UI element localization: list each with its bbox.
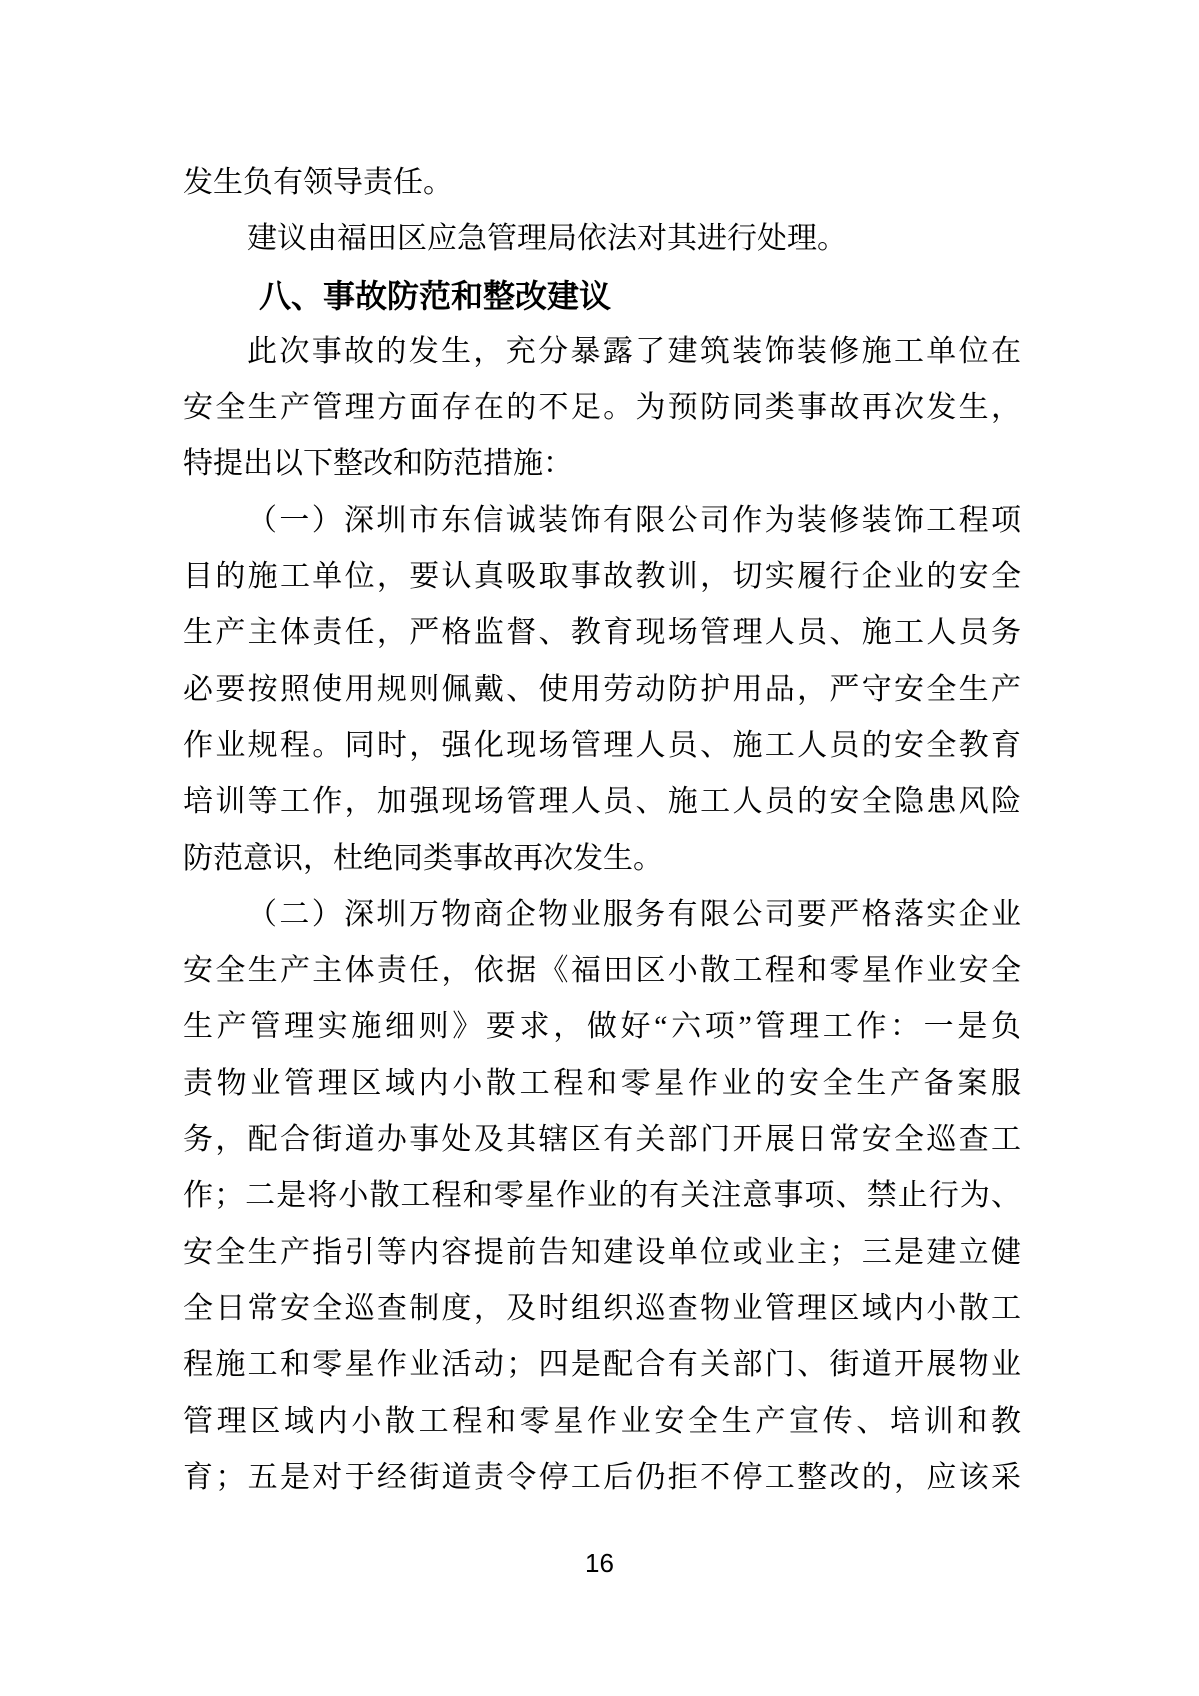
body-text-line: 安全生产主体责任，依据《福田区小散工程和零星作业安全	[183, 954, 1021, 988]
body-text-line: 此次事故的发生，充分暴露了建筑装饰装修施工单位在	[247, 334, 1021, 368]
body-text-line: 防范意识，杜绝同类事故再次发生。	[183, 841, 663, 875]
body-text-line: 建议由福田区应急管理局依法对其进行处理。	[247, 222, 847, 256]
section-heading: 八、事故防范和整改建议	[259, 277, 612, 314]
body-text-line: 生产主体责任，严格监督、教育现场管理人员、施工人员务	[183, 616, 1021, 650]
body-text-line: 管理区域内小散工程和零星作业安全生产宣传、培训和教	[183, 1404, 1021, 1438]
body-text-line: 作；二是将小散工程和零星作业的有关注意事项、禁止行为、	[183, 1179, 1021, 1213]
body-text-line: 安全生产管理方面存在的不足。为预防同类事故再次发生，	[183, 391, 1021, 425]
body-text-line: 安全生产指引等内容提前告知建设单位或业主；三是建立健	[183, 1235, 1021, 1269]
page-number: 16	[585, 1548, 614, 1578]
document-body	[183, 155, 1021, 1506]
body-text-line: 生产管理实施细则》要求，做好“六项”管理工作：一是负	[183, 1010, 1021, 1044]
body-text-line: 务，配合街道办事处及其辖区有关部门开展日常安全巡查工	[183, 1123, 1021, 1157]
body-text-line: 特提出以下整改和防范措施：	[183, 447, 573, 481]
body-text-line: 必要按照使用规则佩戴、使用劳动防护用品，严守安全生产	[183, 672, 1021, 706]
body-text-line: 发生负有领导责任。	[183, 166, 453, 199]
body-text-line: 责物业管理区域内小散工程和零星作业的安全生产备案服	[183, 1066, 1021, 1100]
body-text-line: 作业规程。同时，强化现场管理人员、施工人员的安全教育	[183, 728, 1021, 762]
body-text-line: 培训等工作，加强现场管理人员、施工人员的安全隐患风险	[183, 785, 1021, 819]
body-text-line: （一）深圳市东信诚装饰有限公司作为装修装饰工程项	[247, 503, 1021, 537]
body-text-line: 程施工和零星作业活动；四是配合有关部门、街道开展物业	[183, 1348, 1021, 1382]
body-text-line: （二）深圳万物商企物业服务有限公司要严格落实企业	[247, 897, 1021, 931]
body-text-line: 育；五是对于经街道责令停工后仍拒不停工整改的，应该采	[183, 1460, 1021, 1494]
body-text-line: 目的施工单位，要认真吸取事故教训，切实履行企业的安全	[183, 560, 1021, 594]
body-text-line: 全日常安全巡查制度，及时组织巡查物业管理区域内小散工	[183, 1291, 1021, 1325]
